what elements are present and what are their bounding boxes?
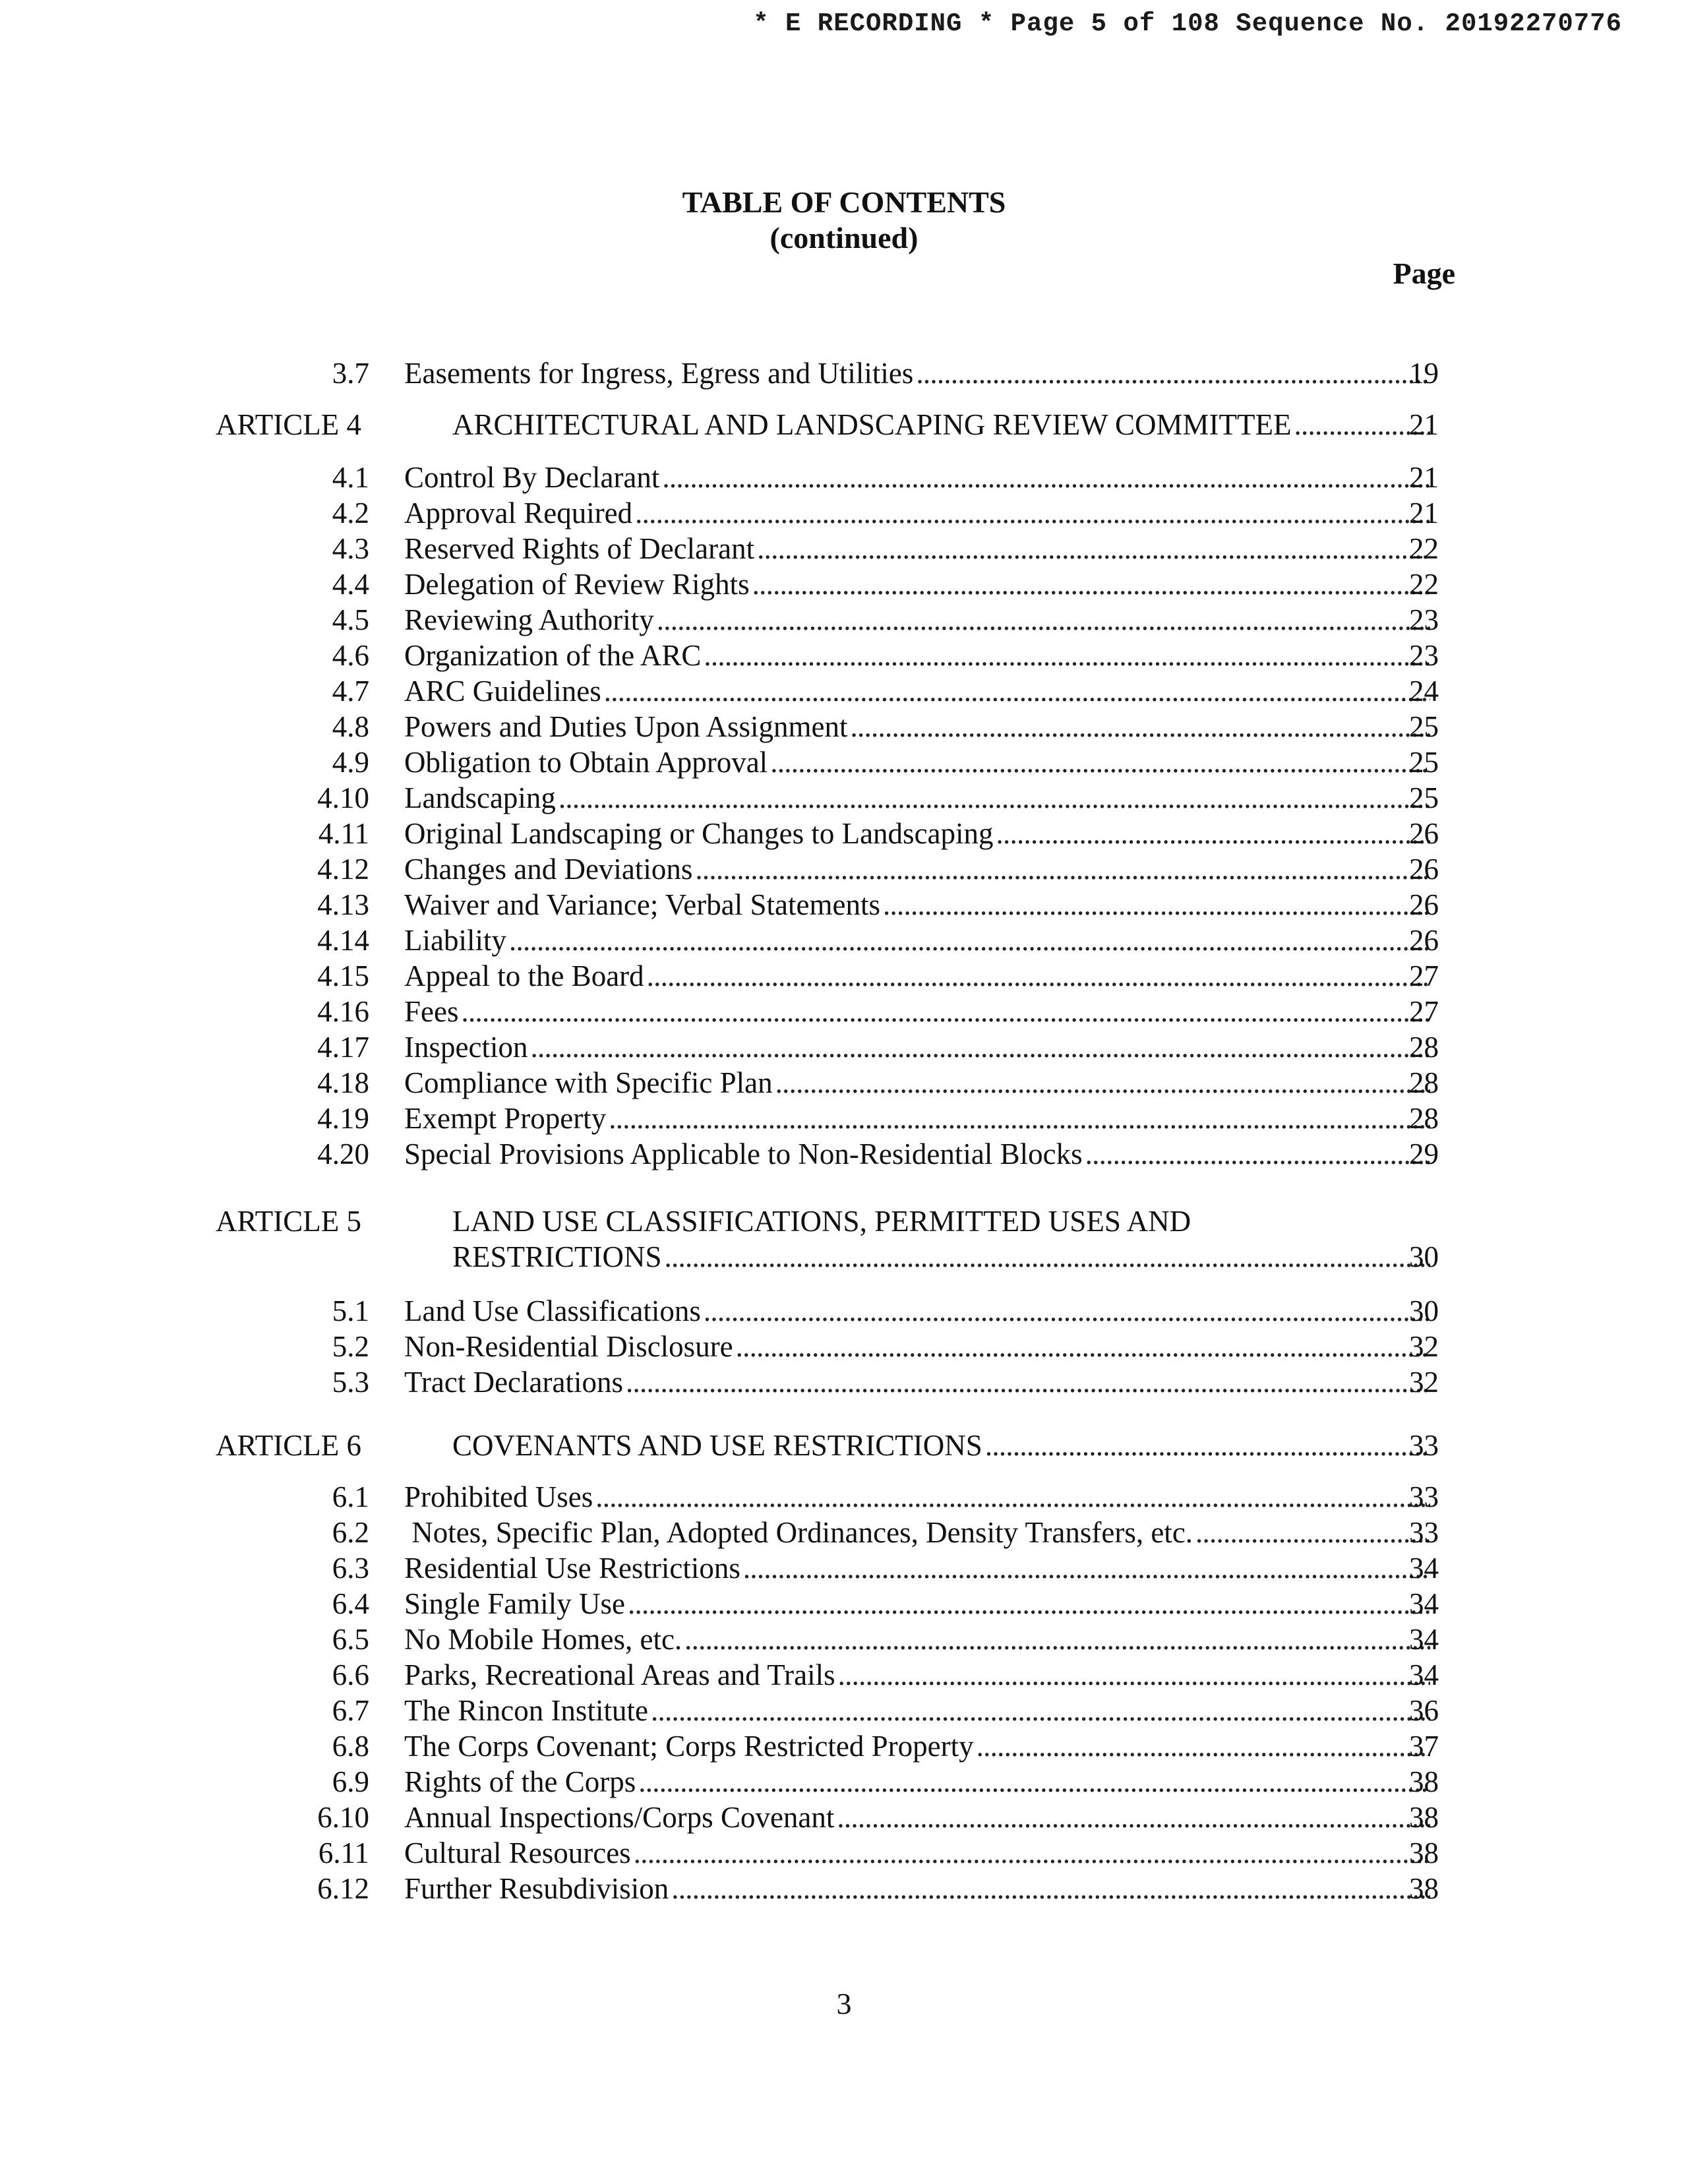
section-number: 5.3 [332,1366,369,1399]
entry-page-number: 23 [1409,639,1439,672]
section-number: 6.8 [332,1730,369,1763]
entry-page-number: 30 [1409,1240,1439,1273]
toc-entry[interactable] [404,745,1433,779]
toc-entry[interactable] [452,1240,1433,1274]
toc-entry[interactable] [404,959,1433,993]
toc-subtitle: (continued) [769,221,919,255]
toc-entry[interactable] [404,460,1433,495]
toc-entry[interactable] [404,1693,1433,1728]
toc-entry[interactable] [404,638,1433,673]
dot-leader [757,531,1430,566]
entry-page-number: 28 [1409,1066,1439,1099]
toc-article-row-cont [0,1240,1688,1274]
dot-leader [662,460,1430,495]
toc-section-row [0,816,1688,851]
entry-page-number: 23 [1409,603,1439,636]
entry-page-number: 27 [1409,995,1439,1028]
dot-leader [775,1066,1430,1100]
toc-entry[interactable] [404,1836,1433,1870]
entry-title: ARC Guidelines [404,675,601,708]
section-number: 5.1 [332,1294,369,1327]
entry-title: Land Use Classifications [404,1294,701,1327]
toc-section-row [0,710,1688,744]
toc-section-row [0,496,1688,530]
entry-title: Compliance with Specific Plan [404,1066,773,1099]
dot-leader [651,1693,1430,1728]
toc-entry[interactable] [404,994,1433,1029]
toc-entry[interactable] [404,1800,1433,1835]
dot-leader [743,1551,1430,1585]
entry-page-number: 21 [1409,461,1439,494]
entry-title: Further Resubdivision [404,1872,669,1905]
entry-page-number: 25 [1409,710,1439,743]
entry-title: Residential Use Restrictions [404,1552,740,1585]
section-number: 4.18 [317,1066,369,1099]
entry-page-number: 38 [1409,1836,1439,1869]
entry-title: Reserved Rights of Declarant [404,532,755,565]
dot-leader [638,1765,1430,1799]
entry-page-number: 34 [1409,1587,1439,1620]
toc-entry[interactable] [404,888,1433,922]
entry-title: Inspection [404,1031,528,1064]
section-number: 4.5 [332,603,369,636]
recording-header: * E RECORDING * Page 5 of 108 Sequence No. 20192270776 [753,9,1622,38]
entry-title: Powers and Duties Upon Assignment [404,710,848,743]
entry-page-number: 24 [1409,675,1439,708]
dot-leader [736,1329,1430,1364]
entry-page-number: 38 [1409,1801,1439,1834]
dot-leader [770,745,1430,779]
entry-page-number: 34 [1409,1658,1439,1691]
toc-section-row [0,1030,1688,1064]
toc-entry[interactable] [404,1729,1433,1763]
dot-leader [985,1428,1430,1463]
page-column-label: Page [1393,257,1455,290]
toc-section-row [0,959,1688,993]
section-number: 4.4 [332,568,369,601]
entry-page-number: 19 [1409,357,1439,390]
entry-title: Fees [404,995,459,1028]
dot-leader [695,852,1430,886]
toc-title: TABLE OF CONTENTS [682,185,1006,219]
dot-leader [883,888,1430,922]
toc-entry[interactable] [404,1765,1433,1799]
toc-section-row [0,1693,1688,1728]
entry-page-number: 22 [1409,532,1439,565]
dot-leader [634,1836,1430,1870]
entry-title: Reviewing Authority [404,603,654,636]
section-number: 4.12 [317,853,369,886]
section-number: 6.5 [332,1623,369,1656]
entry-page-number: 26 [1409,924,1439,957]
toc-entry[interactable] [404,1365,1433,1399]
toc-section-row [0,994,1688,1029]
toc-entry[interactable] [404,1551,1433,1585]
toc-entry[interactable] [404,923,1433,957]
entry-title: Notes, Specific Plan, Adopted Ordinances, Density Transfers, etc. [404,1516,1193,1549]
entry-title: Liability [404,924,506,957]
entry-title: COVENANTS AND USE RESTRICTIONS [452,1429,982,1462]
dot-leader [609,1101,1430,1136]
toc-section-row [0,1658,1688,1692]
entry-title: Waiver and Variance; Verbal Statements [404,888,880,921]
dot-leader [684,1622,1430,1656]
section-number: 4.17 [317,1031,369,1064]
section-number: 4.14 [317,924,369,957]
entry-title: Rights of the Corps [404,1765,636,1798]
toc-section-row [0,1729,1688,1763]
toc-entry[interactable] [404,1658,1433,1692]
entry-page-number: 36 [1409,1694,1439,1727]
entry-page-number: 21 [1409,497,1439,530]
toc-section-row [0,1765,1688,1799]
entry-title: Annual Inspections/Corps Covenant [404,1801,835,1834]
dot-leader [850,710,1430,744]
section-number: 6.12 [317,1872,369,1905]
toc-entry[interactable] [404,1101,1433,1136]
section-number: 4.11 [318,817,369,850]
toc-section-row [0,1800,1688,1835]
entry-title: Prohibited Uses [404,1480,593,1513]
toc-article-row [0,408,1688,442]
entry-page-number: 21 [1409,408,1439,441]
entry-title: Special Provisions Applicable to Non-Residential Blocks [404,1138,1083,1170]
section-number: 6.9 [332,1765,369,1798]
toc-section-row [0,923,1688,957]
section-number: 4.3 [332,532,369,565]
entry-page-number: 28 [1409,1031,1439,1064]
toc-entry[interactable] [404,1622,1433,1656]
toc-section-row [0,1294,1688,1328]
toc-entry[interactable] [404,1480,1433,1514]
dot-leader [916,356,1430,390]
toc-section-row [0,781,1688,815]
entry-title: Approval Required [404,497,633,530]
entry-page-number: 33 [1409,1480,1439,1513]
toc-section-row [0,1622,1688,1656]
toc-section-row [0,1066,1688,1100]
section-number: 4.9 [332,746,369,779]
toc-entry[interactable] [404,781,1433,815]
toc-entry[interactable] [404,1587,1433,1621]
section-number: 4.2 [332,497,369,530]
toc-section-row [0,460,1688,495]
entry-title: Changes and Deviations [404,853,693,886]
dot-leader [635,496,1430,530]
dot-leader [704,1294,1430,1328]
section-number: 6.7 [332,1694,369,1727]
dot-leader [977,1729,1430,1763]
section-number: 4.20 [317,1138,369,1170]
entry-title: Single Family Use [404,1587,625,1620]
entry-title: Tract Declarations [404,1366,623,1399]
entry-title: Original Landscaping or Changes to Landscaping [404,817,994,850]
entry-page-number: 30 [1409,1294,1439,1327]
toc-section-row [0,674,1688,708]
dot-leader [595,1480,1430,1514]
section-number: 5.2 [332,1330,369,1363]
article-label: ARTICLE 6 [216,1429,362,1462]
toc-section-row [0,1329,1688,1364]
dot-leader [665,1240,1430,1274]
toc-entry[interactable] [404,1294,1433,1328]
dot-leader [604,674,1430,708]
dot-leader [671,1871,1430,1906]
toc-section-row [0,356,1688,390]
toc-section-row [0,1480,1688,1514]
section-number: 4.19 [317,1102,369,1135]
entry-title: RESTRICTIONS [452,1240,662,1273]
toc-section-row [0,1836,1688,1870]
entry-page-number: 32 [1409,1366,1439,1399]
toc-section-row [0,1871,1688,1906]
toc-entry[interactable] [404,496,1433,530]
entry-page-number: 25 [1409,746,1439,779]
entry-title: Non-Residential Disclosure [404,1330,733,1363]
entry-page-number: 38 [1409,1872,1439,1905]
section-number: 6.2 [332,1516,369,1549]
section-number: 4.10 [317,781,369,814]
entry-page-number: 34 [1409,1623,1439,1656]
entry-page-number: 38 [1409,1765,1439,1798]
entry-page-number: 26 [1409,817,1439,850]
toc-entry[interactable] [404,710,1433,744]
toc-entry[interactable] [404,1871,1433,1906]
dot-leader [626,1365,1430,1399]
entry-page-number: 28 [1409,1102,1439,1135]
entry-page-number: 27 [1409,959,1439,992]
entry-title: Parks, Recreational Areas and Trails [404,1658,835,1691]
dot-leader [628,1587,1430,1621]
entry-page-number: 32 [1409,1330,1439,1363]
toc-section-row [0,1515,1688,1550]
toc-entry[interactable] [404,567,1433,601]
toc-entry[interactable] [404,852,1433,886]
section-number: 4.6 [332,639,369,672]
toc-section-row [0,1137,1688,1171]
entry-title: Organization of the ARC [404,639,702,672]
toc-entry[interactable] [404,603,1433,637]
toc-section-row [0,531,1688,566]
section-number: 3.7 [332,357,369,390]
entry-title: No Mobile Homes, etc. [404,1623,682,1656]
toc-entry[interactable] [404,1066,1433,1100]
toc-section-row [0,1587,1688,1621]
toc-section-row [0,603,1688,637]
entry-title: The Corps Covenant; Corps Restricted Property [404,1730,974,1763]
toc-entry[interactable] [404,674,1433,708]
entry-title: Exempt Property [404,1102,607,1135]
entry-page-number: 22 [1409,568,1439,601]
toc-section-row [0,1101,1688,1136]
dot-leader [1195,1515,1430,1550]
toc-section-row [0,638,1688,673]
toc-entry[interactable] [404,1137,1433,1171]
section-number: 4.8 [332,710,369,743]
toc-entry[interactable] [404,1030,1433,1064]
toc-section-row [0,888,1688,922]
page-number: 3 [836,1987,852,2020]
article-title-line1: LAND USE CLASSIFICATIONS, PERMITTED USES AND [452,1205,1191,1238]
section-number: 4.15 [317,959,369,992]
section-number: 4.1 [332,461,369,494]
entry-page-number: 25 [1409,781,1439,814]
toc-entry[interactable] [452,1428,1433,1463]
section-number: 6.6 [332,1658,369,1691]
dot-leader [558,781,1430,815]
dot-leader [647,959,1430,993]
entry-title: Easements for Ingress, Egress and Utilities [404,357,914,390]
section-number: 4.13 [317,888,369,921]
entry-page-number: 33 [1409,1429,1439,1462]
entry-title: ARCHITECTURAL AND LANDSCAPING REVIEW COMMITTEE [452,408,1292,441]
toc-entry[interactable] [452,408,1433,442]
dot-leader [1085,1137,1430,1171]
toc-entry[interactable] [404,1329,1433,1364]
dot-leader [530,1030,1430,1064]
entry-page-number: 26 [1409,853,1439,886]
entry-title: Appeal to the Board [404,959,644,992]
entry-title: Obligation to Obtain Approval [404,746,768,779]
article-label: ARTICLE 5 [216,1205,362,1238]
entry-page-number: 33 [1409,1516,1439,1549]
entry-page-number: 37 [1409,1730,1439,1763]
dot-leader [657,603,1430,637]
section-number: 4.7 [332,675,369,708]
article-label: ARTICLE 4 [216,408,362,441]
entry-page-number: 29 [1409,1138,1439,1170]
toc-article-row [0,1204,1688,1238]
entry-title: Cultural Resources [404,1836,631,1869]
toc-entry[interactable] [404,1515,1433,1550]
toc-section-row [0,1551,1688,1585]
toc-entry[interactable] [404,531,1433,566]
toc-section-row [0,567,1688,601]
dot-leader [462,994,1431,1029]
entry-title: Control By Declarant [404,461,660,494]
toc-entry[interactable] [404,356,1433,390]
dot-leader [704,638,1430,673]
section-number: 6.11 [318,1836,369,1869]
entry-title: Delegation of Review Rights [404,568,750,601]
entry-title: Landscaping [404,781,556,814]
dot-leader [838,1658,1430,1692]
toc-article-row [0,1428,1688,1463]
section-number: 6.1 [332,1480,369,1513]
section-number: 6.3 [332,1552,369,1585]
toc-entry[interactable] [404,816,1433,851]
toc-section-row [0,1365,1688,1399]
toc-section-row [0,852,1688,886]
toc-section-row [0,745,1688,779]
dot-leader [837,1800,1430,1835]
entry-title: The Rincon Institute [404,1694,648,1727]
dot-leader [996,816,1430,851]
dot-leader [509,923,1430,957]
section-number: 6.10 [317,1801,369,1834]
entry-page-number: 34 [1409,1552,1439,1585]
section-number: 6.4 [332,1587,369,1620]
entry-page-number: 26 [1409,888,1439,921]
section-number: 4.16 [317,995,369,1028]
dot-leader [752,567,1430,601]
